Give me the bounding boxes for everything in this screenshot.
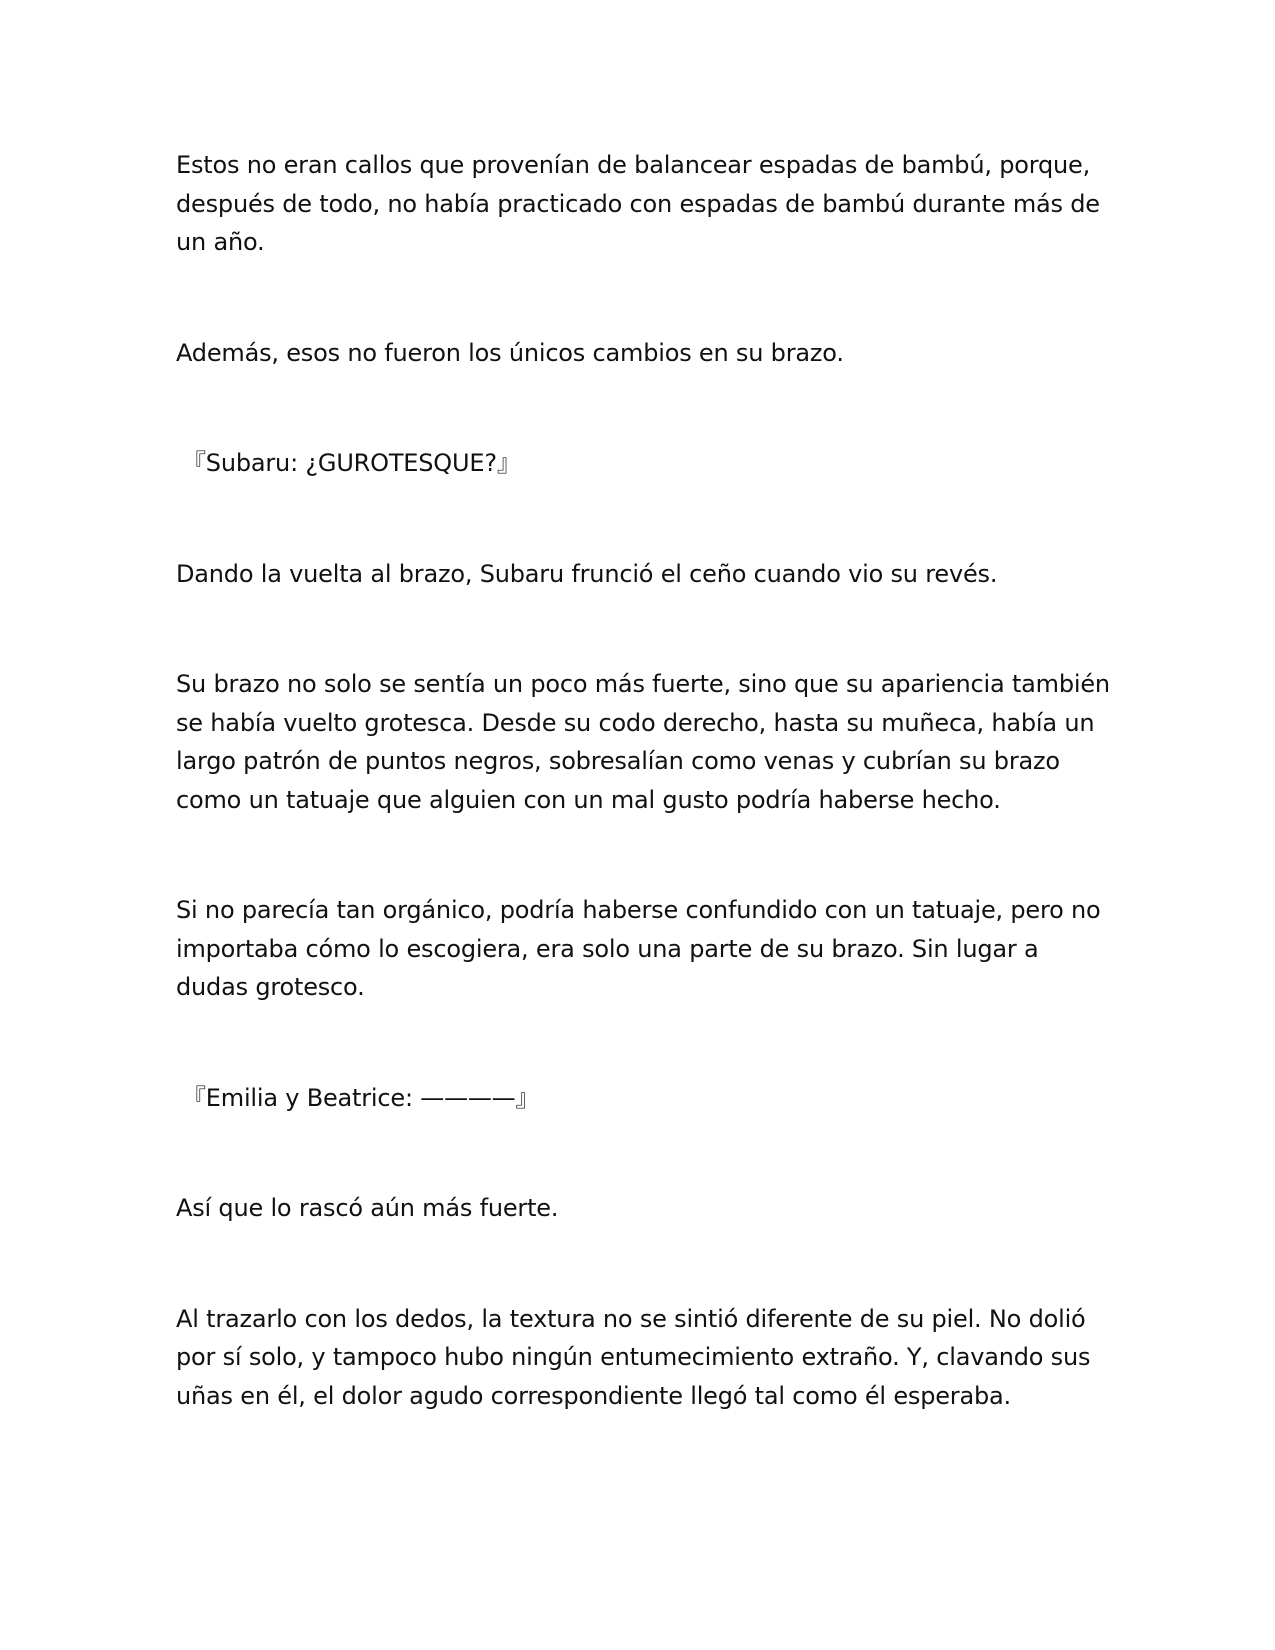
paragraph-calluses: Estos no eran callos que provenían de balancear espadas de bambú, porque, después de todo, no había practicado con espadas de bambú durante más de un año. — [176, 151, 1108, 256]
paragraph-texture: Al trazarlo con los dedos, la textura no se sintió diferente de su piel. No dolió por sí solo, y tampoco hubo ningún entumecimiento extraño. Y, clavando sus uñas en él, el dolor agudo correspondiente llegó tal como él esperaba. — [176, 1304, 1098, 1410]
dialogue-emilia-beatrice: 『Emilia y Beatrice: ————』 — [182, 1083, 540, 1112]
paragraph-organic-tattoo: Si no parecía tan orgánico, podría haberse confundido con un tatuaje, pero no importaba cómo lo escogiera, era solo una parte de su brazo. Sin lugar a dudas grotesco. — [176, 896, 1108, 1001]
paragraph-scratched: Así que lo rascó aún más fuerte. — [176, 1194, 559, 1222]
paragraph-grotesque-pattern: Su brazo no solo se sentía un poco más fuerte, sino que su apariencia también se había vuelto grotesca. Desde su codo derecho, hasta su muñeca, había un largo patrón de puntos negros, sobresalían como venas y cubrían su brazo como un tatuaje que alguien con un mal gusto podría haberse hecho. — [176, 670, 1118, 814]
paragraph-turning-arm: Dando la vuelta al brazo, Subaru frunció el ceño cuando vio su revés. — [176, 559, 998, 588]
body-text — [176, 146, 1118, 1487]
paragraph-arm-changes: Además, esos no fueron los únicos cambios en su brazo. — [176, 338, 844, 367]
dialogue-subaru: 『Subaru: ¿GUROTESQUE?』 — [182, 449, 521, 477]
